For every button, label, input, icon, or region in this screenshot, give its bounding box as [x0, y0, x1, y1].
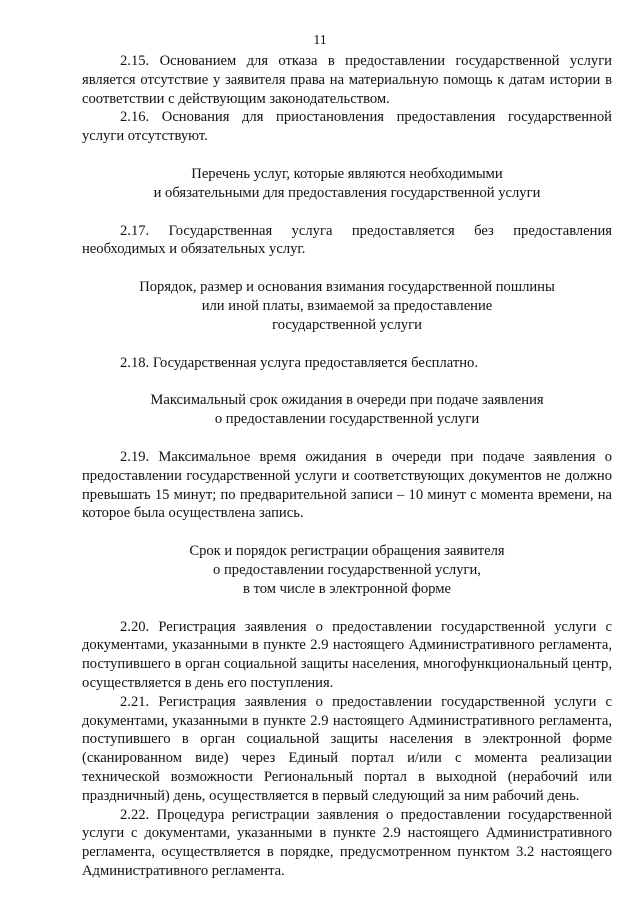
heading-line: о предоставлении государственной услуги, [213, 561, 481, 578]
heading-line: государственной услуги [272, 316, 422, 333]
section-heading-required-services [82, 165, 612, 203]
paragraph-2-18: 2.18. Государственная услуга предоставляется бесплатно. [120, 354, 479, 371]
paragraph-2-22: 2.22. Процедура регистрации заявления о предоставлении государственной услуги с документами, указанными в пункте 2.9 настоящего Административного регламента, осуществляется в порядке, предусмотренном пунктом 3.2 настоящего Административного регламента. [82, 806, 612, 879]
heading-line: о предоставлении государственной услуги [214, 411, 480, 428]
heading-line: Срок и порядок регистрации обращения заявителя [189, 543, 505, 560]
paragraph-2-21: 2.21. Регистрация заявления о предоставлении государственной услуги с документами, указанными в пункте 2.9 настоящего Административного регламента, поступившего в орган социальной защиты населения в электронной форме (сканированном виде) через Единый портал и/или с момента реализации технической возможности Региональный портал в выходной (нерабочий или праздничный) день, осуществляется в первый следующий за ним рабочий день. [82, 693, 612, 804]
section-heading-registration [82, 542, 612, 598]
paragraph-2-19: 2.19. Максимальное время ожидания в очереди при подаче заявления о предоставлении государственной услуги и соответствующих документов не должно превышать 15 минут; по предварительной записи – 10 минут с момента времени, на которое была осуществлена запись. [82, 448, 612, 522]
heading-line: Порядок, размер и основания взимания государственной пошлины [139, 279, 555, 296]
heading-line: Максимальный срок ожидания в очереди при подаче заявления [150, 392, 544, 409]
paragraph-2-17: 2.17. Государственная услуга предоставляется без предоставления необходимых и обязательных услуг. [82, 222, 612, 258]
heading-line: Перечень услуг, которые являются необходимыми [191, 165, 503, 182]
section-heading-fees [82, 278, 612, 334]
document-body [82, 52, 612, 881]
paragraph-2-15: 2.15. Основанием для отказа в предоставлении государственной услуги является отсутствие у заявителя права на материальную помощь к датам истории в соответствии с действующим законодательством. [82, 53, 612, 107]
paragraph-2-16: 2.16. Основания для приостановления предоставления государственной услуги отсутствуют. [82, 109, 612, 145]
paragraph-2-20: 2.20. Регистрация заявления о предоставлении государственной услуги с документами, указанными в пункте 2.9 настоящего Административного регламента, поступившего в орган социальной защиты населения, многофункциональный центр, осуществляется в день его поступления. [82, 618, 612, 691]
page-number: 11 [313, 33, 327, 48]
heading-line: в том числе в электронной форме [243, 580, 451, 597]
heading-line: или иной платы, взимаемой за предоставление [201, 297, 493, 314]
section-heading-waiting-time [82, 391, 612, 429]
heading-line: и обязательными для предоставления государственной услуги [153, 184, 541, 201]
